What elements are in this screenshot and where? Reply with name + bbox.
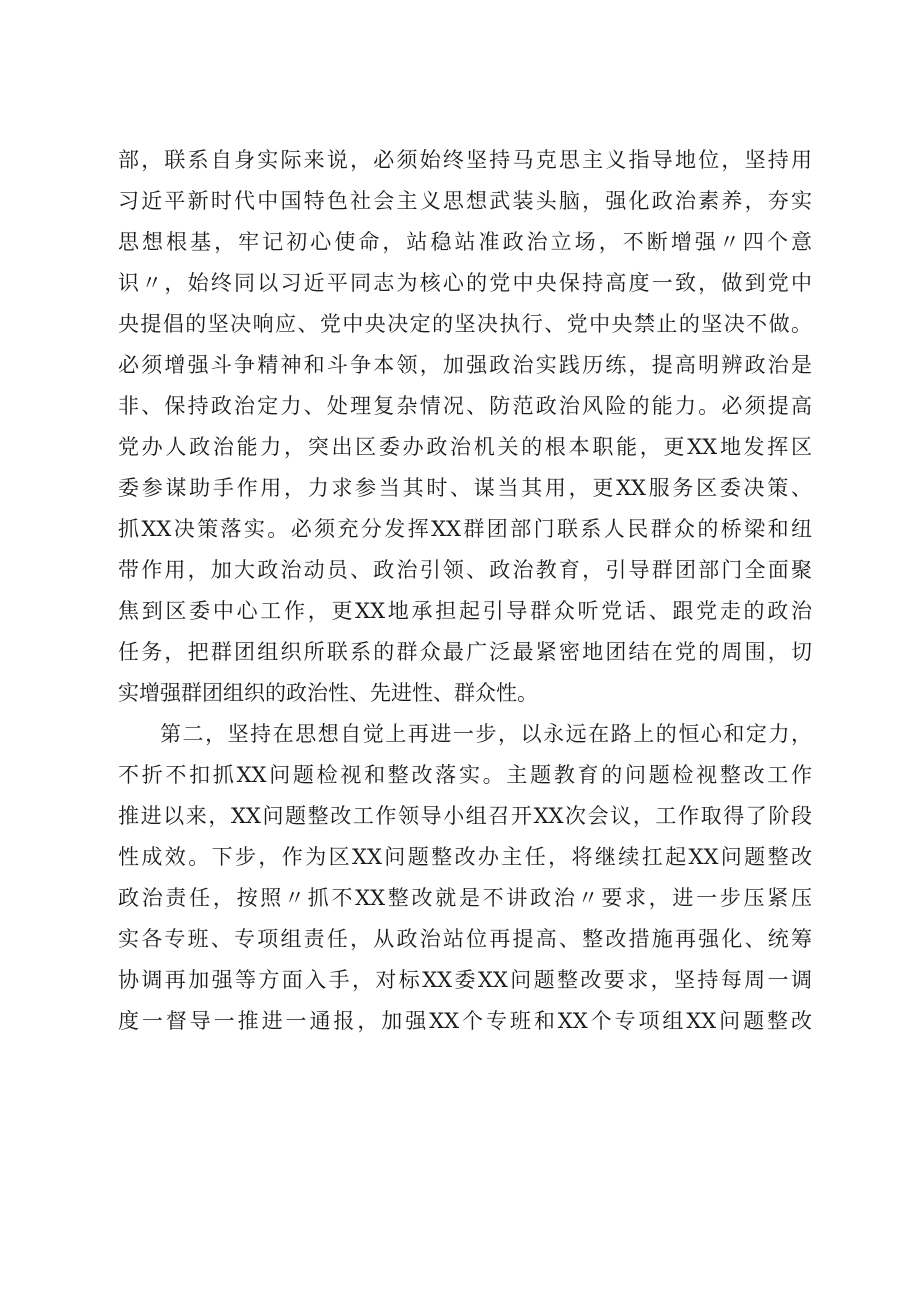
paragraph-1-line-10: 抓XX决策落实。必须充分发挥XX群团部门联系人民群众的桥梁和纽 [118,517,812,541]
paragraph-1-line-2: 习近平新时代中国特色社会主义思想武装头脑，强化政治素养，夯实 [118,189,812,213]
paragraph-2-line-8: 度一督导一推进一通报，加强XX个专班和XX个专项组XX问题整改 [118,1009,812,1033]
paragraph-1-line-4: 识〃，始终同以习近平同志为核心的党中央保持高度一致，做到党中 [118,271,812,295]
paragraph-2-line-3: 推进以来，XX问题整改工作领导小组召开XX次会议，工作取得了阶段 [118,804,812,828]
document-body [118,140,812,1042]
paragraph-2-line-1: 第二，坚持在思想自觉上再进一步，以永远在路上的恒心和定力， [160,722,812,746]
paragraph-2-line-5: 政治责任，按照〃抓不XX整改就是不讲政治〃要求，进一步压紧压 [118,886,812,910]
paragraph-1-line-5: 央提倡的坚决响应、党中央决定的坚决执行、党中央禁止的坚决不做。 [118,312,812,336]
paragraph-1-line-3: 思想根基，牢记初心使命，站稳站准政治立场，不断增强〃四个意 [118,230,812,254]
paragraph-1-line-13: 任务，把群团组织所联系的群众最广泛最紧密地团结在党的周围，切 [118,640,812,664]
paragraph-2-line-2: 不折不扣抓XX问题检视和整改落实。主题教育的问题检视整改工作 [118,763,812,787]
paragraph-2-line-7: 协调再加强等方面入手，对标XX委XX问题整改要求，坚持每周一调 [118,968,812,992]
paragraph-1-line-8: 党办人政治能力，突出区委办政治机关的根本职能，更XX地发挥区 [118,435,812,459]
paragraph-1-line-14: 实增强群团组织的政治性、先进性、群众性。 [118,681,538,705]
paragraph-1-line-11: 带作用，加大政治动员、政治引领、政治教育，引导群团部门全面聚 [118,558,812,582]
paragraph-2-line-6: 实各专班、专项组责任，从政治站位再提高、整改措施再强化、统筹 [118,927,812,951]
paragraph-1-line-1: 部，联系自身实际来说，必须始终坚持马克思主义指导地位，坚持用 [118,148,812,172]
paragraph-1-line-6: 必须增强斗争精神和斗争本领，加强政治实践历练，提高明辨政治是 [118,353,812,377]
paragraph-1-line-12: 焦到区委中心工作，更XX地承担起引导群众听党话、跟党走的政治 [118,599,812,623]
paragraph-1-line-9: 委参谋助手作用，力求参当其时、谋当其用，更XX服务区委决策、 [118,476,812,500]
paragraph-1-line-7: 非、保持政治定力、处理复杂情况、防范政治风险的能力。必须提高 [118,394,812,418]
paragraph-2-line-4: 性成效。下步，作为区XX问题整改办主任，将继续扛起XX问题整改 [118,845,812,869]
